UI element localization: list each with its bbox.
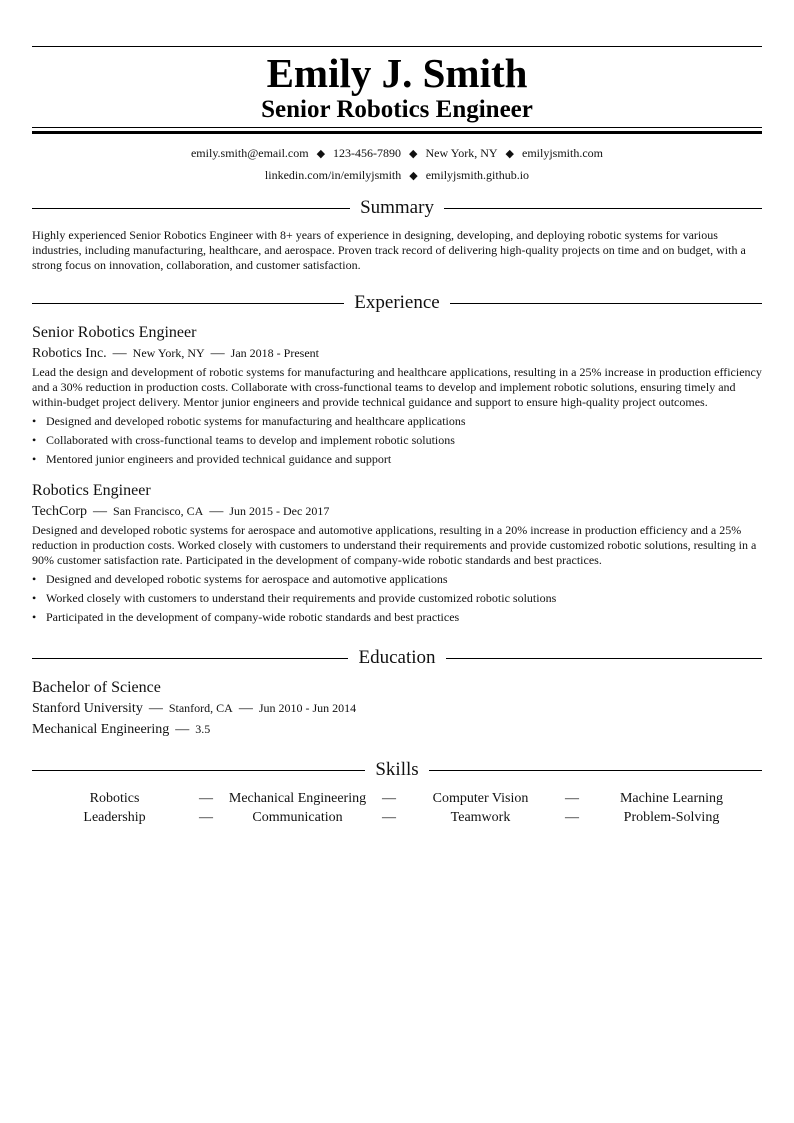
meta-dash: — — [112, 346, 127, 361]
meta-dash: — — [148, 701, 163, 716]
job-bullets — [32, 412, 762, 469]
job-location: New York, NY — [132, 346, 205, 360]
summary-heading: Summary — [360, 197, 434, 218]
heading-rule — [444, 208, 762, 209]
education-heading: Education — [358, 647, 436, 668]
contact-linkedin[interactable]: linkedin.com/in/emilyjsmith — [264, 168, 402, 182]
list-item — [32, 431, 762, 450]
skill-separator: — — [382, 791, 396, 806]
skills-heading-row — [32, 759, 762, 781]
header-double-rule — [32, 127, 762, 134]
major: Mechanical Engineering — [32, 722, 170, 737]
list-item — [32, 412, 762, 431]
contact-separator: ◆ — [409, 148, 418, 160]
skill-separator: — — [382, 810, 396, 825]
bullet-text: Designed and developed robotic systems for aerospace and automotive applications — [46, 572, 448, 586]
contact-line-1 — [32, 143, 762, 165]
degree: Bachelor of Science — [32, 679, 161, 696]
skill-item: Robotics — [89, 791, 140, 806]
skills-heading: Skills — [375, 759, 419, 780]
summary-heading-row — [32, 197, 762, 219]
contact-website[interactable]: emilyjsmith.com — [522, 146, 603, 160]
job-company: Robotics Inc. — [32, 346, 107, 361]
contact-separator: ◆ — [505, 148, 514, 160]
bullet-text: Designed and developed robotic systems for manufacturing and healthcare applications — [46, 414, 466, 428]
heading-rule — [32, 658, 348, 659]
list-item — [32, 608, 762, 627]
skill-item: Leadership — [83, 810, 146, 825]
job-title: Senior Robotics Engineer — [32, 324, 197, 341]
bullet-text: Participated in the development of company-wide robotic standards and best practices — [46, 610, 460, 624]
bullet-icon: • — [32, 591, 37, 605]
job-description: Designed and developed robotic systems for aerospace and automotive applications, resulting in a 20% increase in production efficiency and a 25% reduction in production costs. Worked closely with customers to understand their requirements and provide customized robotic solutions, resulting in a 90% customer satisfaction rate. Participated in the development of company-wide robotic standards and best practices. — [32, 523, 757, 567]
bullet-icon: • — [32, 452, 37, 466]
meta-dash: — — [175, 722, 190, 737]
bullet-icon: • — [32, 610, 37, 624]
education-major-row — [32, 720, 762, 739]
skill-item: Communication — [252, 810, 343, 825]
list-item — [32, 570, 762, 589]
bullet-text: Worked closely with customers to understand their requirements and provide customized robotic solutions — [46, 591, 557, 605]
skill-separator: — — [565, 791, 579, 806]
job-bullets — [32, 570, 762, 627]
education-entry — [32, 678, 762, 739]
education-heading-row — [32, 647, 762, 669]
job-dates: Jan 2018 - Present — [230, 346, 319, 360]
bullet-icon: • — [32, 433, 37, 447]
bullet-text: Collaborated with cross-functional teams to develop and implement robotic solutions — [46, 433, 455, 447]
resume-page — [32, 46, 762, 827]
education-dates: Jun 2010 - Jun 2014 — [258, 701, 357, 715]
header-top-rule — [32, 46, 762, 47]
contact-email[interactable]: emily.smith@email.com — [190, 146, 309, 160]
school-location: Stanford, CA — [168, 701, 233, 715]
summary-text: Highly experienced Senior Robotics Engineer with 8+ years of experience in designing, developing, and deploying robotic systems for various industries, including manufacturing, healthcare, and aerospace. Proven track record of delivering high-quality projects on time and on budget, with a strong focus on innovation, collaboration, and customer satisfaction. — [32, 228, 746, 272]
skills-grid — [32, 789, 762, 827]
heading-rule — [446, 658, 762, 659]
list-item — [32, 589, 762, 608]
bullet-icon: • — [32, 572, 37, 586]
contact-separator: ◆ — [409, 170, 418, 182]
job-location: San Francisco, CA — [113, 504, 204, 518]
contact-separator: ◆ — [316, 148, 326, 160]
job-meta — [32, 344, 762, 363]
meta-dash: — — [238, 701, 253, 716]
job-meta — [32, 502, 762, 521]
heading-rule — [429, 770, 762, 771]
skill-item: Problem-Solving — [623, 810, 720, 825]
experience-heading: Experience — [354, 292, 440, 313]
experience-entry — [32, 323, 762, 469]
school-name: Stanford University — [32, 701, 143, 716]
skill-item: Teamwork — [450, 810, 511, 825]
heading-rule — [32, 770, 365, 771]
job-dates: Jun 2015 - Dec 2017 — [229, 504, 330, 518]
contact-github[interactable]: emilyjsmith.github.io — [425, 168, 530, 182]
job-company: TechCorp — [32, 504, 88, 519]
education-meta — [32, 699, 762, 718]
heading-rule — [450, 303, 762, 304]
skill-item: Machine Learning — [619, 791, 723, 806]
candidate-title: Senior Robotics Engineer — [261, 96, 533, 123]
heading-rule — [32, 208, 350, 209]
gpa: 3.5 — [195, 722, 211, 736]
job-description: Lead the design and development of robotic systems for manufacturing and healthcare applications, resulting in a 25% increase in production efficiency and a 30% reduction in production costs. Collaborate with cross-functional teams to develop and implement robotic solutions, ensuring timely and within-budget project delivery. Mentor junior engineers and provide technical guidance and support to ensure high-quality project outcomes. — [32, 365, 762, 409]
list-item — [32, 450, 762, 469]
header-rule-thick — [32, 131, 762, 134]
bullet-text: Mentored junior engineers and provided technical guidance and support — [46, 452, 392, 466]
bullet-icon: • — [32, 414, 37, 428]
header-rule-thin — [32, 127, 762, 128]
meta-dash: — — [209, 504, 224, 519]
contact-location: New York, NY — [425, 146, 498, 160]
experience-heading-row — [32, 292, 762, 314]
meta-dash: — — [210, 346, 225, 361]
skill-separator: — — [199, 810, 213, 825]
skill-item: Mechanical Engineering — [228, 791, 367, 806]
contact-phone[interactable]: 123-456-7890 — [333, 146, 402, 160]
heading-rule — [32, 303, 344, 304]
skill-item: Computer Vision — [432, 791, 529, 806]
skill-separator: — — [565, 810, 579, 825]
experience-entry — [32, 481, 762, 627]
candidate-name: Emily J. Smith — [266, 50, 528, 96]
skill-separator: — — [199, 791, 213, 806]
job-title: Robotics Engineer — [32, 482, 151, 499]
meta-dash: — — [93, 504, 108, 519]
contact-line-2 — [32, 165, 762, 187]
